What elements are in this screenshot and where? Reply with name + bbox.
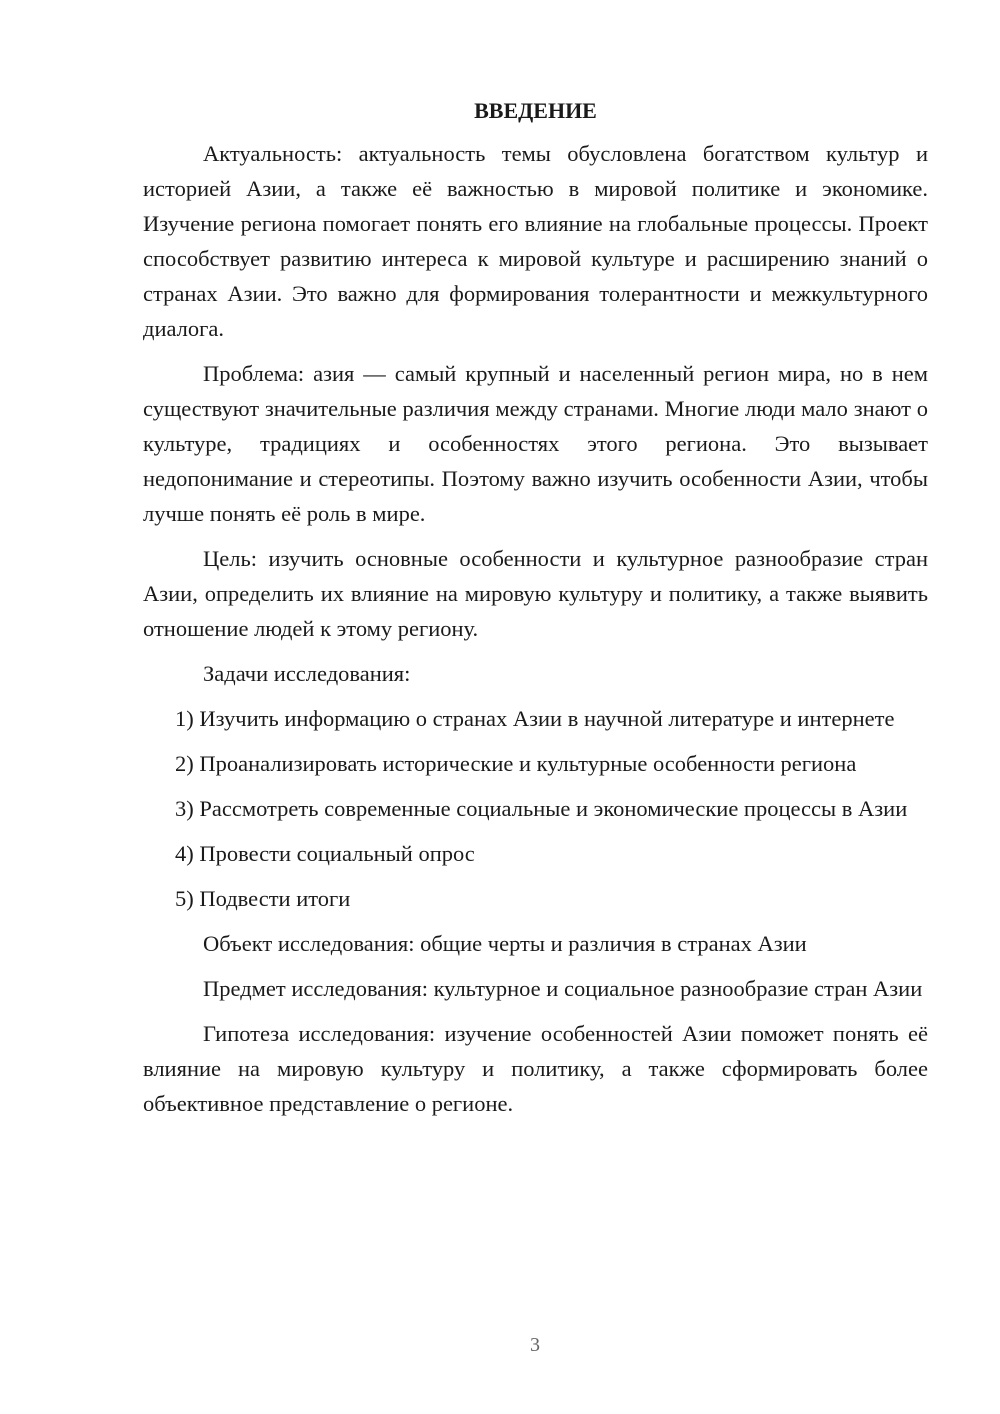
task-item: 3) Рассмотреть современные социальные и экономические процессы в Азии (175, 796, 908, 821)
relevance-paragraph: Актуальность: актуальность темы обусловлена богатством культур и историей Азии, а также её важностью в мировой политике и экономике. Изучение региона помогает понять его влияние на глобальные процессы. Проект способствует развитию интереса к мировой культуре и расширению знаний о странах Азии. Это важно для формирования толерантности и межкультурного диалога. (143, 141, 928, 341)
problem-paragraph: Проблема: азия — самый крупный и населенный регион мира, но в нем существуют значительные различия между странами. Многие люди мало знают о культуре, традициях и особенностях этого региона. Это вызывает недопонимание и стереотипы. Поэтому важно изучить особенности Азии, чтобы лучше понять её роль в мире. (143, 361, 928, 526)
hypothesis-paragraph: Гипотеза исследования: изучение особенностей Азии поможет понять её влияние на мировую культуру и политику, а также сформировать более объективное представление о регионе. (143, 1021, 928, 1116)
goal-paragraph: Цель: изучить основные особенности и культурное разнообразие стран Азии, определить их влияние на мировую культуру и политику, а также выявить отношение людей к этому региону. (143, 546, 928, 641)
task-item: 5) Подвести итоги (175, 886, 351, 911)
subject-paragraph: Предмет исследования: культурное и социальное разнообразие стран Азии (203, 976, 923, 1001)
task-item: 1) Изучить информацию о странах Азии в научной литературе и интернете (175, 706, 895, 731)
task-item: 2) Проанализировать исторические и культурные особенности региона (175, 751, 857, 776)
section-heading: ВВЕДЕНИЕ (474, 98, 597, 123)
document-page (143, 96, 928, 1131)
task-item: 4) Провести социальный опрос (175, 841, 475, 866)
page-number: 3 (530, 1334, 540, 1356)
object-paragraph: Объект исследования: общие черты и различия в странах Азии (203, 931, 807, 956)
tasks-title: Задачи исследования: (203, 661, 411, 686)
